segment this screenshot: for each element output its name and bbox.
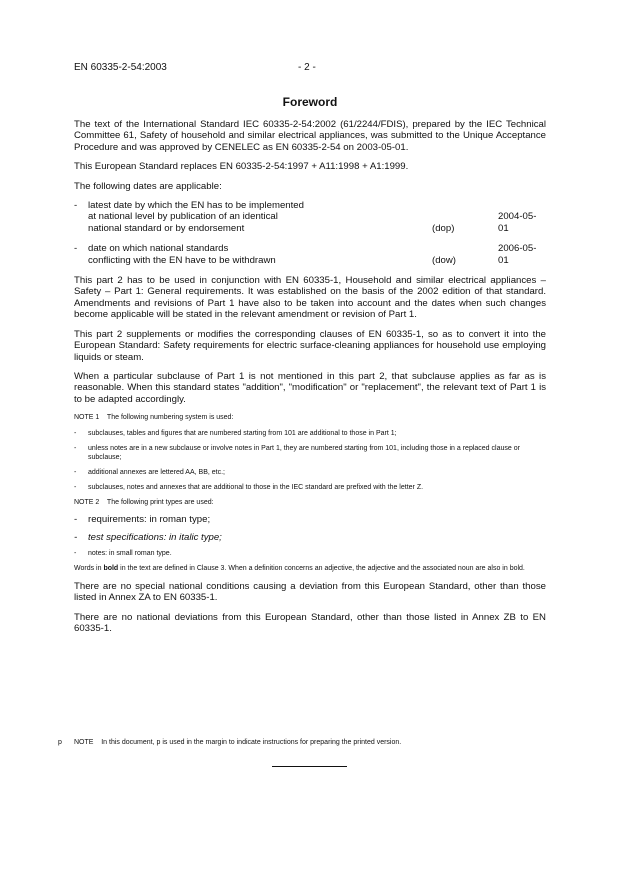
date-abbr: (dop): [432, 222, 455, 234]
no-special-conditions-paragraph: There are no special national conditions causing a deviation from this European Standard, other than those listed in Annex ZA to EN 60335-1.: [74, 580, 546, 604]
note1-item: - subclauses, notes and annexes that are additional to those in the IEC standard are prefixed with the letter Z.: [74, 483, 546, 492]
replaces-paragraph: This European Standard replaces EN 60335-2-54:1997 + A11:1998 + A1:1999.: [74, 161, 409, 173]
date-line: conflicting with the EN have to be withdrawn: [88, 254, 276, 266]
note1-heading: NOTE 1 The following numbering system is used:: [74, 414, 234, 422]
margin-marker: p: [58, 739, 62, 746]
page-title: Foreword: [282, 95, 338, 109]
part2-supplements-paragraph: This part 2 supplements or modifies the corresponding clauses of EN 60335-1, so as to convert it into the European Standard: Safety requirements for electric surface-cleaning appliances for household use employing liquids or steam.: [74, 328, 546, 363]
margin-note: [58, 739, 401, 746]
note1-item: - additional annexes are lettered AA, BB, etc.;: [74, 468, 546, 477]
no-deviations-paragraph: There are no national deviations from this European Standard, other than those listed in Annex ZB to EN 60335-1.: [74, 611, 546, 635]
foreword-content: [74, 95, 546, 643]
print-type-small: - notes: in small roman type.: [74, 549, 546, 558]
bold-word: bold: [103, 564, 119, 572]
margin-note-text: NOTE In this document, p is used in the margin to indicate instructions for preparing the printed version.: [74, 739, 402, 746]
note2-heading: NOTE 2 The following print types are used:: [74, 499, 214, 507]
date-abbr: (dow): [432, 254, 456, 266]
part2-use-paragraph: This part 2 has to be used in conjunction with EN 60335-1, Household and similar electrical appliances – Safety – Part 1: General requirements. It was established on the basis of the 2002 edition of that standard. Amendments and revisions of Part 1 have also to be taken into account and the dates when such changes become applicable will be stated in the relevant amendment or revision of Part 1.: [74, 275, 546, 321]
bold-words-paragraph: [74, 564, 546, 573]
date-value: 2006-05-01: [498, 243, 537, 266]
date-line: national standard or by endorsement: [88, 222, 245, 234]
date-line: - latest date by which the EN has to be implemented: [88, 200, 304, 212]
subclause-paragraph: When a particular subclause of Part 1 is not mentioned in this part 2, that subclause applies as far as is reasonable. When this standard states "addition", "modification" or "replacement", the relevant text of Part 1 is to be adapted accordingly.: [74, 370, 546, 405]
date-item-dop: [74, 200, 546, 234]
date-line: - date on which national standards: [88, 243, 229, 255]
dates-intro: The following dates are applicable:: [74, 180, 222, 192]
print-type-italic: - test specifications: in italic type;: [74, 532, 546, 543]
bold-words-before: Words in: [74, 564, 104, 572]
print-type-roman: - requirements: in roman type;: [74, 514, 546, 525]
document-id: EN 60335-2-54:2003: [74, 62, 167, 73]
date-value: 2004-05-01: [498, 211, 537, 234]
page-number: - 2 -: [298, 62, 316, 73]
end-rule: [272, 766, 347, 767]
date-line: at national level by publication of an identical: [88, 211, 278, 223]
note1-item: - subclauses, tables and figures that are numbered starting from 101 are additional to those in Part 1;: [74, 429, 546, 438]
intro-paragraph: The text of the International Standard IEC 60335-2-54:2002 (61/2244/FDIS), prepared by the IEC Technical Committee 61, Safety of household and similar electrical appliances, was submitted to the Unique Acceptance Procedure and was approved by CENELEC as EN 60335-2-54 on 2003-05-01.: [74, 119, 546, 153]
bold-words-after: in the text are defined in Clause 3. When a definition concerns an adjective, the adjective and the associated noun are also in bold.: [118, 564, 525, 572]
date-item-dow: [74, 243, 546, 266]
note1-item: - unless notes are in a new subclause or involve notes in Part 1, they are numbered starting from 101, including those in a replaced clause or subclause;: [74, 444, 546, 462]
